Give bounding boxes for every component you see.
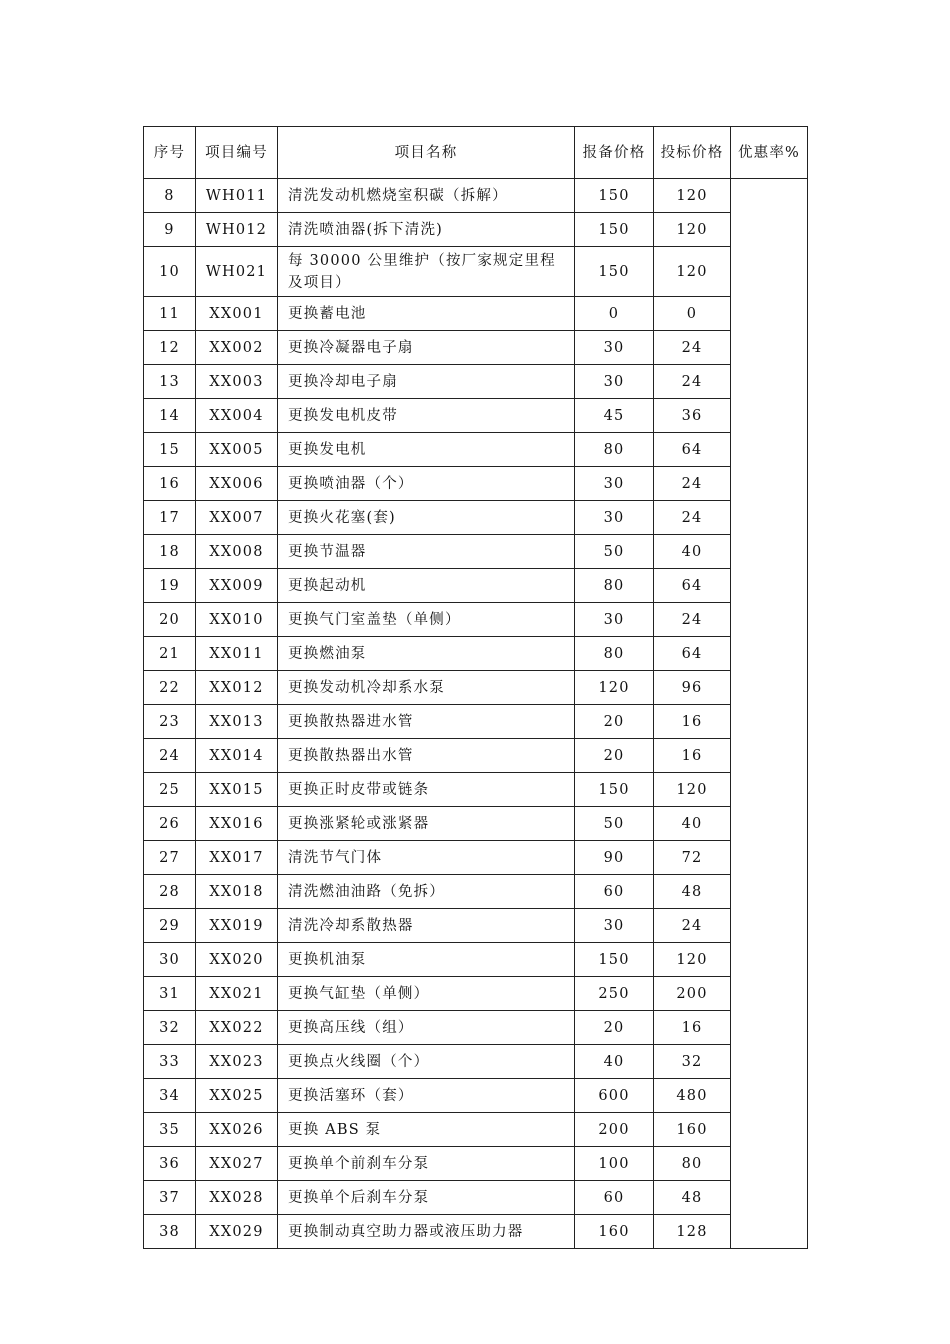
cell-report-price: 160 (575, 1215, 654, 1249)
cell-report-price: 150 (575, 179, 654, 213)
cell-report-price: 30 (575, 467, 654, 501)
cell-code: XX014 (196, 739, 278, 773)
cell-code: XX026 (196, 1113, 278, 1147)
table-row (144, 331, 808, 365)
cell-report-price: 600 (575, 1079, 654, 1113)
cell-code: XX028 (196, 1181, 278, 1215)
cell-bid-price: 24 (654, 331, 731, 365)
cell-seq: 34 (144, 1079, 196, 1113)
cell-report-price: 50 (575, 535, 654, 569)
cell-code: XX029 (196, 1215, 278, 1249)
cell-bid-price: 48 (654, 875, 731, 909)
cell-seq: 28 (144, 875, 196, 909)
cell-seq: 21 (144, 637, 196, 671)
cell-seq: 36 (144, 1147, 196, 1181)
header-code: 项目编号 (196, 127, 278, 179)
cell-bid-price: 0 (654, 297, 731, 331)
table-row (144, 875, 808, 909)
cell-name: 更换涨紧轮或涨紧器 (278, 807, 575, 841)
cell-name: 清洗喷油器(拆下清洗) (278, 213, 575, 247)
cell-name: 每 30000 公里维护（按厂家规定里程及项目） (278, 247, 575, 297)
table-row (144, 807, 808, 841)
table-row (144, 671, 808, 705)
cell-name: 更换单个前刹车分泵 (278, 1147, 575, 1181)
cell-bid-price: 24 (654, 501, 731, 535)
cell-bid-price: 128 (654, 1215, 731, 1249)
cell-code: XX002 (196, 331, 278, 365)
cell-report-price: 150 (575, 773, 654, 807)
cell-name: 更换散热器出水管 (278, 739, 575, 773)
cell-code: XX027 (196, 1147, 278, 1181)
cell-report-price: 40 (575, 1045, 654, 1079)
cell-seq: 33 (144, 1045, 196, 1079)
cell-report-price: 30 (575, 501, 654, 535)
cell-report-price: 30 (575, 909, 654, 943)
cell-report-price: 80 (575, 569, 654, 603)
cell-seq: 13 (144, 365, 196, 399)
cell-bid-price: 40 (654, 535, 731, 569)
cell-report-price: 45 (575, 399, 654, 433)
table-row (144, 247, 808, 297)
cell-seq: 19 (144, 569, 196, 603)
table-row (144, 1011, 808, 1045)
cell-name: 更换火花塞(套) (278, 501, 575, 535)
cell-name: 清洗燃油油路（免拆） (278, 875, 575, 909)
cell-report-price: 200 (575, 1113, 654, 1147)
cell-report-price: 100 (575, 1147, 654, 1181)
price-table (143, 126, 808, 1249)
table-row (144, 501, 808, 535)
table-row (144, 603, 808, 637)
cell-name: 更换高压线（组） (278, 1011, 575, 1045)
cell-code: XX010 (196, 603, 278, 637)
cell-code: XX008 (196, 535, 278, 569)
cell-name: 更换制动真空助力器或液压助力器 (278, 1215, 575, 1249)
cell-bid-price: 80 (654, 1147, 731, 1181)
cell-code: XX003 (196, 365, 278, 399)
cell-report-price: 50 (575, 807, 654, 841)
table-row (144, 943, 808, 977)
cell-report-price: 30 (575, 603, 654, 637)
cell-report-price: 150 (575, 247, 654, 297)
cell-code: XX007 (196, 501, 278, 535)
header-bid-price: 投标价格 (654, 127, 731, 179)
cell-bid-price: 200 (654, 977, 731, 1011)
cell-report-price: 80 (575, 433, 654, 467)
cell-bid-price: 48 (654, 1181, 731, 1215)
cell-seq: 29 (144, 909, 196, 943)
cell-seq: 18 (144, 535, 196, 569)
cell-name: 更换气门室盖垫（单侧） (278, 603, 575, 637)
cell-report-price: 30 (575, 331, 654, 365)
cell-report-price: 80 (575, 637, 654, 671)
cell-bid-price: 160 (654, 1113, 731, 1147)
table-row (144, 433, 808, 467)
cell-seq: 32 (144, 1011, 196, 1045)
cell-code: XX021 (196, 977, 278, 1011)
cell-seq: 27 (144, 841, 196, 875)
cell-bid-price: 64 (654, 433, 731, 467)
header-row (144, 127, 808, 179)
table-row (144, 705, 808, 739)
table-row (144, 773, 808, 807)
cell-name: 更换节温器 (278, 535, 575, 569)
cell-name: 更换正时皮带或链条 (278, 773, 575, 807)
cell-seq: 23 (144, 705, 196, 739)
cell-bid-price: 64 (654, 569, 731, 603)
cell-seq: 20 (144, 603, 196, 637)
cell-bid-price: 16 (654, 1011, 731, 1045)
table-row (144, 1045, 808, 1079)
cell-seq: 25 (144, 773, 196, 807)
cell-report-price: 20 (575, 1011, 654, 1045)
cell-name: 清洗节气门体 (278, 841, 575, 875)
cell-bid-price: 96 (654, 671, 731, 705)
table-row (144, 841, 808, 875)
cell-report-price: 120 (575, 671, 654, 705)
cell-report-price: 60 (575, 875, 654, 909)
table-row (144, 213, 808, 247)
cell-discount-rate (731, 179, 808, 1249)
cell-seq: 8 (144, 179, 196, 213)
cell-seq: 14 (144, 399, 196, 433)
cell-bid-price: 120 (654, 773, 731, 807)
cell-bid-price: 120 (654, 213, 731, 247)
cell-seq: 10 (144, 247, 196, 297)
cell-name: 更换燃油泵 (278, 637, 575, 671)
cell-name: 更换 ABS 泵 (278, 1113, 575, 1147)
table-row (144, 467, 808, 501)
cell-bid-price: 120 (654, 247, 731, 297)
cell-code: XX019 (196, 909, 278, 943)
table-row (144, 637, 808, 671)
cell-report-price: 0 (575, 297, 654, 331)
table-row (144, 297, 808, 331)
cell-bid-price: 24 (654, 909, 731, 943)
cell-report-price: 250 (575, 977, 654, 1011)
table-row (144, 1215, 808, 1249)
cell-code: XX004 (196, 399, 278, 433)
table-row (144, 977, 808, 1011)
cell-code: XX018 (196, 875, 278, 909)
cell-report-price: 90 (575, 841, 654, 875)
cell-seq: 24 (144, 739, 196, 773)
table-row (144, 739, 808, 773)
table-row (144, 1079, 808, 1113)
cell-bid-price: 36 (654, 399, 731, 433)
cell-bid-price: 120 (654, 179, 731, 213)
cell-bid-price: 24 (654, 603, 731, 637)
table-body (144, 179, 808, 1249)
cell-code: XX013 (196, 705, 278, 739)
cell-name: 清洗发动机燃烧室积碳（拆解） (278, 179, 575, 213)
cell-code: XX022 (196, 1011, 278, 1045)
cell-report-price: 30 (575, 365, 654, 399)
cell-name: 更换散热器进水管 (278, 705, 575, 739)
cell-name: 更换喷油器（个） (278, 467, 575, 501)
cell-code: WH021 (196, 247, 278, 297)
cell-name: 更换冷凝器电子扇 (278, 331, 575, 365)
table-row (144, 569, 808, 603)
cell-seq: 37 (144, 1181, 196, 1215)
cell-code: XX005 (196, 433, 278, 467)
cell-bid-price: 24 (654, 365, 731, 399)
cell-name: 更换点火线圈（个） (278, 1045, 575, 1079)
cell-name: 更换发电机皮带 (278, 399, 575, 433)
cell-seq: 26 (144, 807, 196, 841)
cell-name: 更换蓄电池 (278, 297, 575, 331)
table-row (144, 365, 808, 399)
cell-report-price: 60 (575, 1181, 654, 1215)
cell-bid-price: 120 (654, 943, 731, 977)
cell-name: 更换活塞环（套） (278, 1079, 575, 1113)
cell-name: 更换气缸垫（单侧） (278, 977, 575, 1011)
cell-seq: 35 (144, 1113, 196, 1147)
table-row (144, 535, 808, 569)
cell-bid-price: 16 (654, 739, 731, 773)
cell-seq: 12 (144, 331, 196, 365)
cell-seq: 16 (144, 467, 196, 501)
cell-bid-price: 16 (654, 705, 731, 739)
cell-bid-price: 32 (654, 1045, 731, 1079)
cell-seq: 22 (144, 671, 196, 705)
cell-seq: 9 (144, 213, 196, 247)
cell-name: 清洗冷却系散热器 (278, 909, 575, 943)
cell-code: XX020 (196, 943, 278, 977)
cell-code: WH012 (196, 213, 278, 247)
cell-seq: 17 (144, 501, 196, 535)
cell-bid-price: 72 (654, 841, 731, 875)
cell-report-price: 150 (575, 213, 654, 247)
cell-name: 更换冷却电子扇 (278, 365, 575, 399)
cell-code: XX015 (196, 773, 278, 807)
table-row (144, 1147, 808, 1181)
cell-code: XX009 (196, 569, 278, 603)
cell-bid-price: 24 (654, 467, 731, 501)
cell-code: WH011 (196, 179, 278, 213)
cell-name: 更换发动机冷却系水泵 (278, 671, 575, 705)
cell-name: 更换机油泵 (278, 943, 575, 977)
cell-seq: 11 (144, 297, 196, 331)
cell-code: XX011 (196, 637, 278, 671)
cell-seq: 31 (144, 977, 196, 1011)
cell-report-price: 20 (575, 739, 654, 773)
header-seq: 序号 (144, 127, 196, 179)
table-row (144, 1113, 808, 1147)
table-row (144, 179, 808, 213)
cell-name: 更换发电机 (278, 433, 575, 467)
cell-bid-price: 40 (654, 807, 731, 841)
cell-code: XX006 (196, 467, 278, 501)
cell-seq: 15 (144, 433, 196, 467)
cell-name: 更换起动机 (278, 569, 575, 603)
cell-code: XX016 (196, 807, 278, 841)
table-row (144, 909, 808, 943)
cell-code: XX025 (196, 1079, 278, 1113)
header-name: 项目名称 (278, 127, 575, 179)
cell-bid-price: 480 (654, 1079, 731, 1113)
cell-bid-price: 64 (654, 637, 731, 671)
header-report-price: 报备价格 (575, 127, 654, 179)
cell-name: 更换单个后刹车分泵 (278, 1181, 575, 1215)
header-discount-rate: 优惠率% (731, 127, 808, 179)
cell-code: XX023 (196, 1045, 278, 1079)
cell-seq: 30 (144, 943, 196, 977)
cell-report-price: 150 (575, 943, 654, 977)
cell-code: XX017 (196, 841, 278, 875)
cell-code: XX012 (196, 671, 278, 705)
cell-report-price: 20 (575, 705, 654, 739)
cell-code: XX001 (196, 297, 278, 331)
cell-seq: 38 (144, 1215, 196, 1249)
table-row (144, 1181, 808, 1215)
table-row (144, 399, 808, 433)
